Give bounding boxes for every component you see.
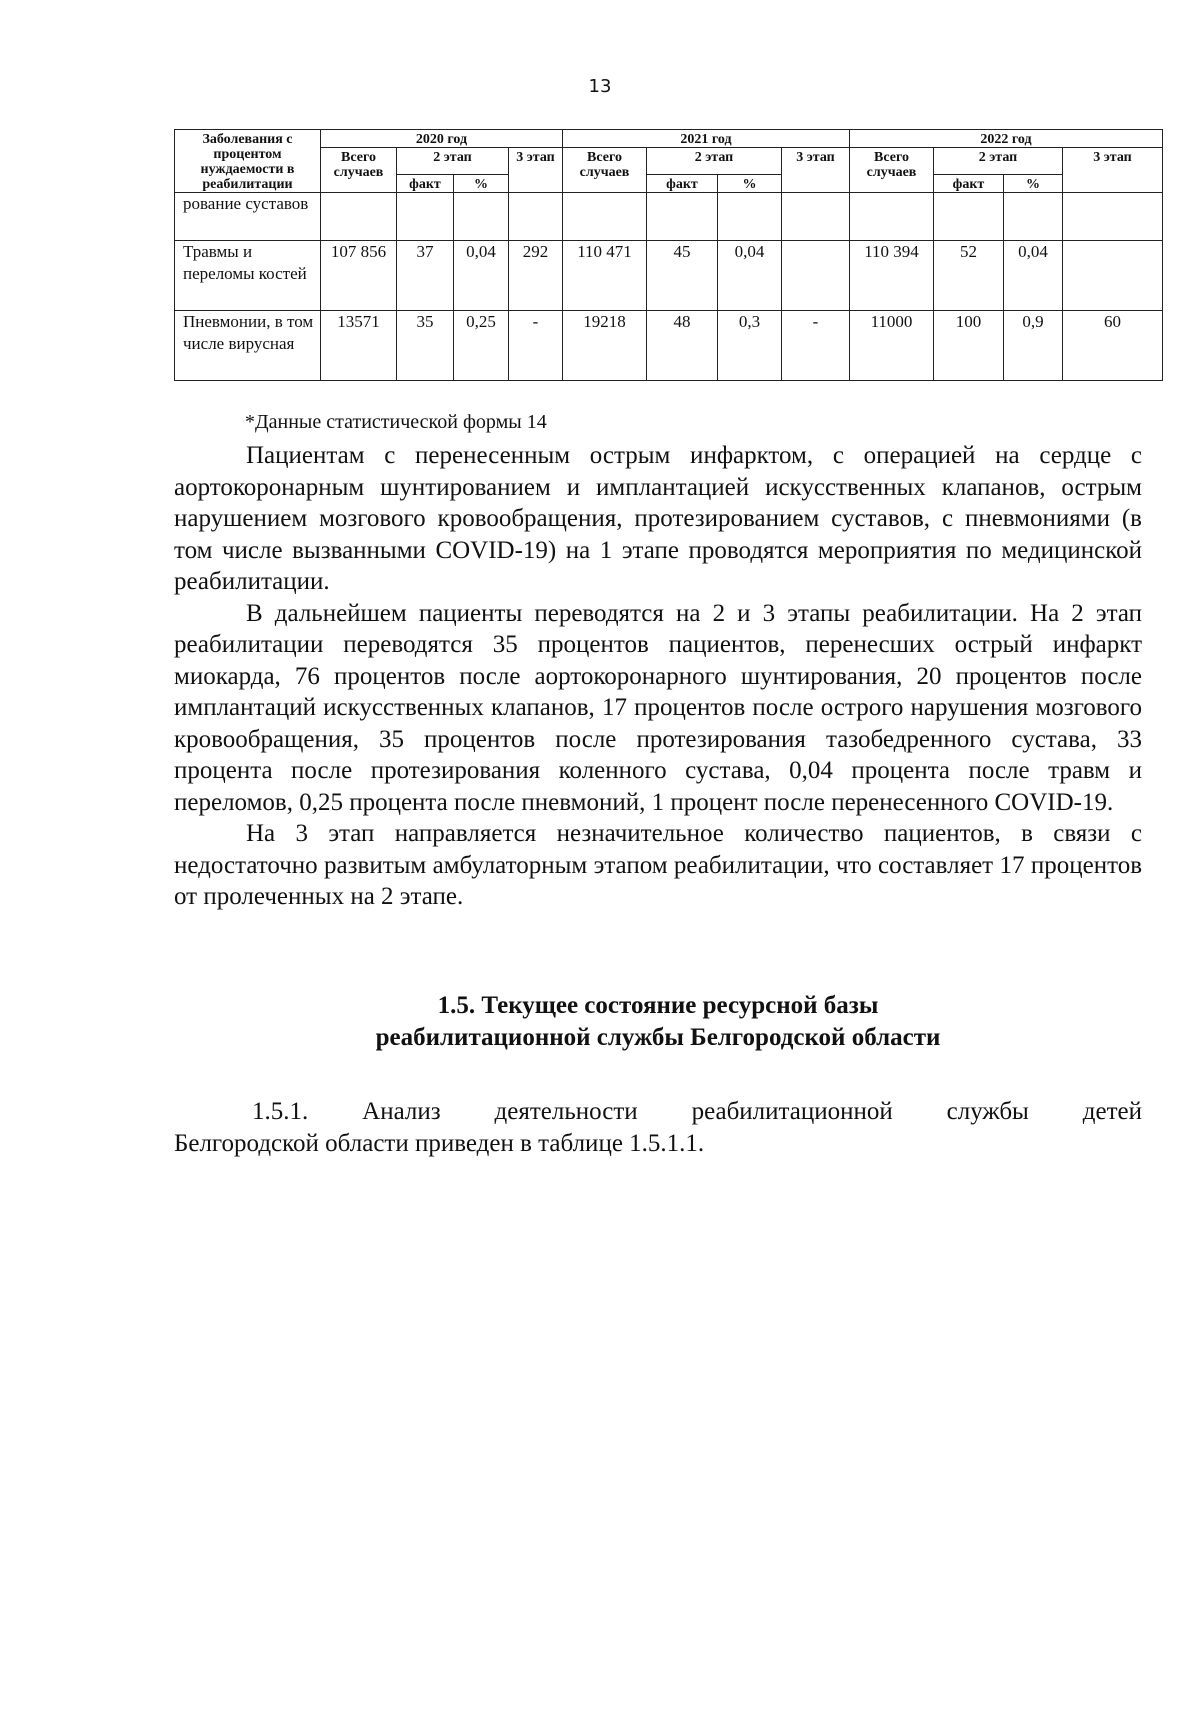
word: деятельности xyxy=(494,1098,638,1125)
table-cell xyxy=(1004,193,1063,241)
table-cell: 45 xyxy=(647,241,718,311)
table-cell: 292 xyxy=(509,241,563,311)
table-cell xyxy=(782,193,850,241)
percent-header: % xyxy=(454,175,509,193)
table-cell xyxy=(321,193,397,241)
year-header: 2021 год xyxy=(563,130,850,148)
table-cell: 0,9 xyxy=(1004,311,1063,381)
table-cell: - xyxy=(509,311,563,381)
table-cell: 0,3 xyxy=(718,311,782,381)
table-cell: 60 xyxy=(1063,311,1163,381)
total-cases-header: Всего случаев xyxy=(563,148,647,193)
stage3-header: 3 этап xyxy=(782,148,850,193)
rehab-statistics-table xyxy=(174,129,1163,381)
total-cases-header: Всего случаев xyxy=(850,148,934,193)
stage2-header: 2 этап xyxy=(647,148,782,175)
year-header: 2022 год xyxy=(850,130,1163,148)
table-cell xyxy=(1063,193,1163,241)
table-cell xyxy=(934,193,1004,241)
table-cell xyxy=(850,193,934,241)
table-cell: 52 xyxy=(934,241,1004,311)
table-cell xyxy=(509,193,563,241)
stage3-header: 3 этап xyxy=(1063,148,1163,193)
word: реабилитационной xyxy=(691,1098,893,1125)
table-cell: 13571 xyxy=(321,311,397,381)
table-cell xyxy=(718,193,782,241)
section-paragraph-line xyxy=(174,1096,1142,1128)
table-cell: 11000 xyxy=(850,311,934,381)
table-row xyxy=(175,193,1163,241)
table-cell: 110 471 xyxy=(563,241,647,311)
table-row xyxy=(175,311,1163,381)
row-label: Травмы и переломы костей xyxy=(175,241,321,311)
page-number: 13 xyxy=(588,76,612,97)
table-cell: 0,04 xyxy=(1004,241,1063,311)
percent-header: % xyxy=(718,175,782,193)
table-cell: - xyxy=(782,311,850,381)
word: службы xyxy=(946,1098,1029,1125)
stage2-header: 2 этап xyxy=(934,148,1063,175)
paragraph: На 3 этап направляется незначительное количество пациентов, в связи с недостаточно развитым амбулаторным этапом реабилитации, что составляет 17 процентов от пролеченных на 2 этапе. xyxy=(174,820,1142,910)
body-text xyxy=(174,440,1142,913)
word: детей xyxy=(1082,1098,1142,1125)
table-cell: 0,04 xyxy=(454,241,509,311)
table-cell: 48 xyxy=(647,311,718,381)
section-paragraph-line: Белгородской области приведен в таблице 1.5.1.1. xyxy=(174,1130,705,1157)
table-cell xyxy=(1063,241,1163,311)
row-label: Пневмонии, в том числе вирусная xyxy=(175,311,321,381)
section-heading-line: 1.5. Текущее состояние ресурсной базы xyxy=(437,992,879,1019)
stage2-header: 2 этап xyxy=(397,148,509,175)
table-cell xyxy=(397,193,454,241)
total-cases-header: Всего случаев xyxy=(321,148,397,193)
section-heading xyxy=(174,990,1142,1054)
percent-header: % xyxy=(1004,175,1063,193)
table-cell: 0,04 xyxy=(718,241,782,311)
table-cell: 110 394 xyxy=(850,241,934,311)
fact-header: факт xyxy=(934,175,1004,193)
word: Анализ xyxy=(362,1098,441,1125)
table-cell: 0,25 xyxy=(454,311,509,381)
paragraph: В дальнейшем пациенты переводятся на 2 и 3 этапы реабилитации. На 2 этап реабилитации переводятся 35 процентов пациентов, перенесших острый инфаркт миокарда, 76 процентов после аортокоронарного шунтирования, 20 процентов после имплантаций искусственных клапанов, 17 процентов после острого нарушения мозгового кровообращения, 35 процентов после протезирования тазобедренного сустава, 33 процента после протезирования коленного сустава, 0,04 процента после травм и переломов, 0,25 процента после пневмоний, 1 процент после перенесенного COVID-19. xyxy=(174,599,1142,816)
table-cell xyxy=(563,193,647,241)
section-paragraph xyxy=(174,1096,1142,1160)
table-cell: 107 856 xyxy=(321,241,397,311)
table-cell: 19218 xyxy=(563,311,647,381)
row-label: рование суставов xyxy=(175,193,321,241)
table-footnote: *Данные статистической формы 14 xyxy=(245,411,547,433)
table-cell xyxy=(647,193,718,241)
stage3-header: 3 этап xyxy=(509,148,563,193)
table-row xyxy=(175,241,1163,311)
table-cell xyxy=(782,241,850,311)
section-heading-line: реабилитационной службы Белгородской области xyxy=(375,1024,941,1051)
word: 1.5.1. xyxy=(252,1098,309,1125)
table-cell xyxy=(454,193,509,241)
table-cell: 100 xyxy=(934,311,1004,381)
table-cell: 35 xyxy=(397,311,454,381)
fact-header: факт xyxy=(647,175,718,193)
column-header-diseases: Заболевания с процентом нуждаемости в реабилитации xyxy=(175,130,321,193)
table-cell: 37 xyxy=(397,241,454,311)
fact-header: факт xyxy=(397,175,454,193)
paragraph: Пациентам с перенесенным острым инфарктом, с операцией на сердце с аортокоронарным шунтированием и имплантацией искусственных клапанов, острым нарушением мозгового кровообращения, протезированием суставов, с пневмониями (в том числе вызванными COVID-19) на 1 этапе проводятся мероприятия по медицинской реабилитации. xyxy=(174,442,1142,595)
year-header: 2020 год xyxy=(321,130,563,148)
